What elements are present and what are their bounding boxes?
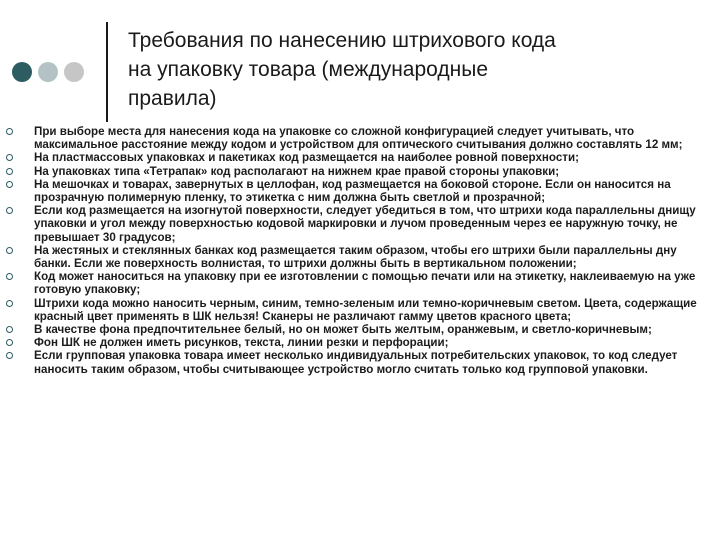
list-item-text: Штрихи кода можно наносить черным, синим, темно-зеленым или темно-коричневым светом. Цвета, содержащие красный цвет применять в ШК нельзя! Сканеры не различают гамму цветов красного цвета;	[34, 296, 697, 323]
list-item	[4, 270, 716, 296]
list-item-text: На жестяных и стеклянных банках код размещается таким образом, чтобы его штрихи были параллельны дну банки. Если же поверхность волнистая, то штрихи должны быть в вертикальном положении;	[34, 243, 677, 271]
bullet-icon	[6, 326, 13, 333]
bullet-icon	[6, 128, 13, 135]
list-item-text: В качестве фона предпочтительнее белый, но он может быть желтым, оранжевым, и светло-коричневым;	[34, 323, 652, 337]
list-item	[4, 297, 716, 323]
list-item-text: На мешочках и товарах, завернутых в целлофан, код размещается на боковой стороне. Если он наносится на прозрачную полимерную пленку, то этикетка с ним должна быть светлой и прозрачной;	[34, 177, 671, 205]
dot-gray	[64, 62, 84, 82]
dot-light-teal	[38, 62, 58, 82]
list-item-text: На пластмассовых упаковках и пакетиках код размещается на наиболее ровной поверхности;	[34, 151, 579, 165]
list-item	[4, 349, 716, 375]
decorative-dots	[12, 62, 84, 82]
slide-title-line: Требования по нанесению штрихового кода	[128, 29, 556, 52]
bullet-icon	[6, 207, 13, 214]
list-item-text: Код может наноситься на упаковку при ее изготовлении с помощью печати или на этикетку, наклеиваемую на уже готовую упаковку;	[34, 270, 696, 297]
list-item	[4, 125, 716, 151]
list-item	[4, 323, 716, 336]
slide-title-line: правила)	[128, 87, 217, 110]
bullet-icon	[6, 181, 13, 188]
list-item	[4, 244, 716, 270]
list-item	[4, 165, 716, 178]
bullet-icon	[6, 273, 13, 280]
list-item	[4, 204, 716, 244]
bullet-icon	[6, 352, 13, 359]
bullet-icon	[6, 168, 13, 175]
title-divider-line	[106, 22, 108, 122]
bullet-icon	[6, 300, 13, 307]
list-item	[4, 336, 716, 349]
slide-title	[128, 26, 698, 113]
dot-dark	[12, 62, 32, 82]
requirements-list	[4, 125, 716, 376]
list-item	[4, 178, 716, 204]
slide-title-line: на упаковку товара (международные	[128, 58, 489, 81]
list-item-text: Фон ШК не должен иметь рисунков, текста, линии резки и перфорации;	[34, 336, 449, 350]
list-item-text: При выборе места для нанесения кода на упаковке со сложной конфигурацией следует учитывать, что максимальное расстояние между кодом и устройством для оптического считывания должно составлять 12 мм;	[34, 125, 683, 152]
list-item-text: Если код размещается на изогнутой поверхности, следует убедиться в том, что штрихи кода параллельны днищу упаковки и угол между поверхностью кодовой маркировки и лучом проведенным через ее наружную точку, не превышает 30 градусов;	[34, 204, 696, 244]
bullet-icon	[6, 339, 13, 346]
bullet-icon	[6, 154, 13, 161]
list-item	[4, 151, 716, 164]
list-item-text: Если групповая упаковка товара имеет несколько индивидуальных потребительских упаковок, то код следует наносить таким образом, чтобы считывающее устройство могло считать только код групповой упаковки.	[34, 349, 678, 376]
bullet-icon	[6, 247, 13, 254]
list-item-text: На упаковках типа «Тетрапак» код располагают на нижнем крае правой стороны упаковки;	[34, 164, 560, 178]
